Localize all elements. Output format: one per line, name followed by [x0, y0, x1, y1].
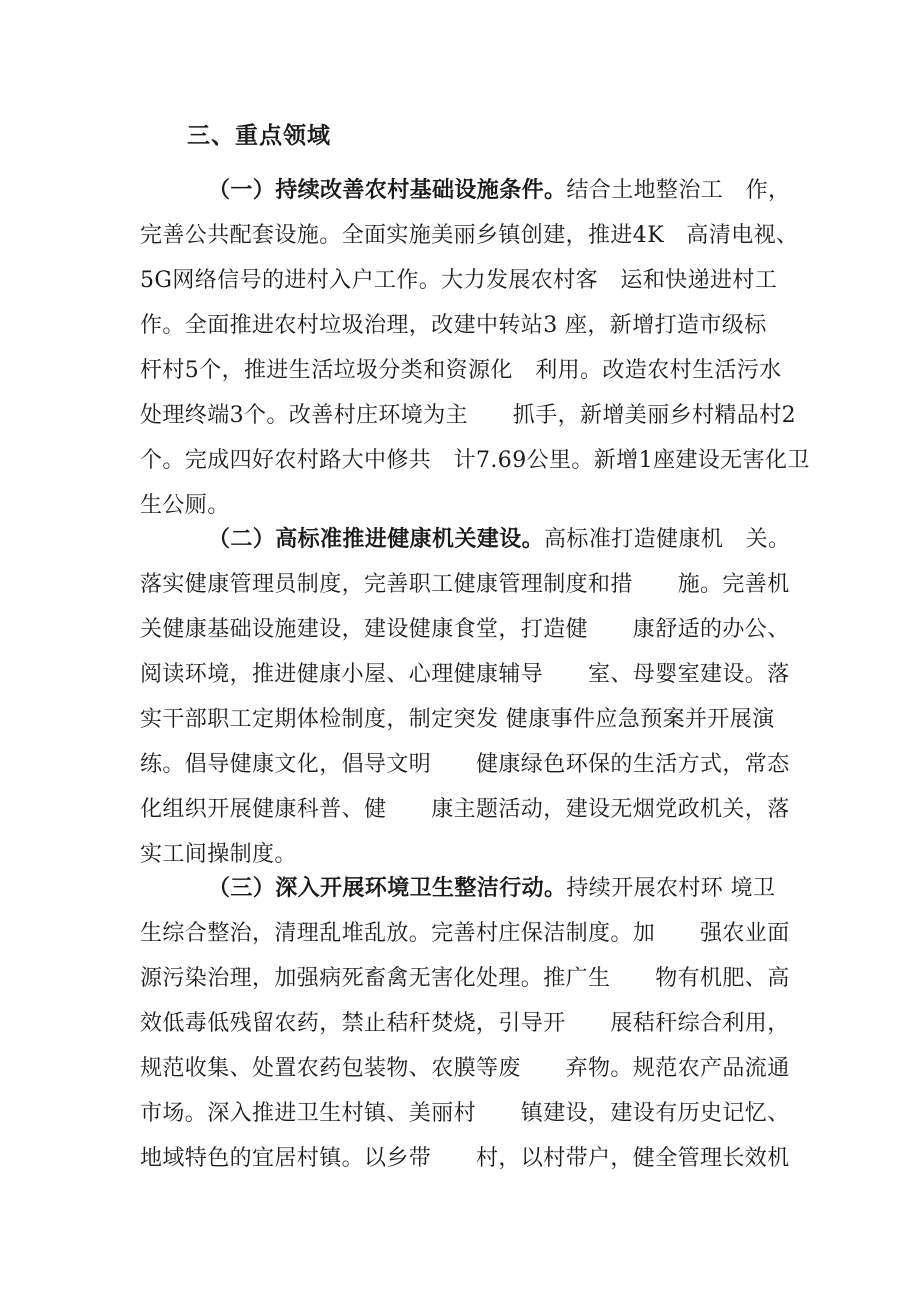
paragraph-text: 高标准打造健康机 关。	[544, 527, 791, 552]
paragraph-text: 持续开展农村环 境卫	[566, 876, 776, 901]
paragraph-rural-infrastructure	[140, 168, 810, 528]
paragraph-line: 实干部职工定期体检制度，制定突发 健康事件应急预案并开展演	[140, 707, 775, 732]
paragraph-line: 处理终端3个。改善村庄环境为主 抓手，新增美丽乡村精品村2	[140, 403, 796, 428]
section-heading: 三、重点领域	[187, 122, 331, 149]
paragraph-line: 效低毒低残留农药，禁止秸秆焚烧，引导开 展秸秆综合利用，	[140, 1011, 790, 1036]
paragraph-text: 结合土地整治工 作，	[566, 178, 791, 203]
paragraph-line: 杆村5个，推进生活垃圾分类和资源化 利用。改造农村生活污水	[140, 358, 782, 383]
paragraph-line: 作。全面推进农村垃圾治理，改建中转站3 座，新增打造市级标	[140, 313, 767, 338]
paragraph-line: 阅读环境，推进健康小屋、心理健康辅导 室、母婴室建设。落	[140, 662, 790, 687]
paragraph-healthy-agencies	[140, 517, 800, 877]
paragraph-line: 完善公共配套设施。全面实施美丽乡镇创建，推进4K 高清电视、	[140, 223, 799, 248]
paragraph-line: 生公厕。	[140, 493, 230, 518]
paragraph-line: 实工间操制度。	[140, 842, 297, 867]
paragraph-line: 地域特色的宜居村镇。以乡带 村，以村带户，健全管理长效机	[140, 1146, 790, 1171]
paragraph-line	[140, 517, 800, 562]
paragraph-environmental-sanitation	[140, 866, 800, 1181]
paragraph-line: 关健康基础设施建设，建设健康食堂，打造健 康舒适的办公、	[140, 617, 790, 642]
paragraph-line: 市场。深入推进卫生村镇、美丽村 镇建设，建设有历史记忆、	[140, 1101, 790, 1126]
paragraph-line: 5G网络信号的进村入户工作。大力发展农村客 运和快递进村工	[140, 268, 778, 293]
paragraph-line: 化组织开展健康科普、健 康主题活动，建设无烟党政机关，落	[140, 797, 790, 822]
paragraph-lead-title: （一）持续改善农村基础设施条件。	[208, 177, 567, 203]
paragraph-line	[140, 168, 800, 213]
paragraph-line: 规范收集、处置农药包装物、农膜等废 弃物。规范农产品流通	[140, 1056, 790, 1081]
paragraph-line: 生综合整治，清理乱堆乱放。完善村庄保洁制度。加 强农业面	[140, 921, 790, 946]
paragraph-lead-title: （二）高标准推进健康机关建设。	[208, 526, 545, 552]
paragraph-line: 源污染治理，加强病死畜禽无害化处理。推广生 物有机肥、高	[140, 966, 790, 991]
paragraph-line: 练。倡导健康文化，倡导文明 健康绿色环保的生活方式，常态	[140, 752, 790, 777]
paragraph-line	[140, 866, 800, 911]
paragraph-line: 个。完成四好农村路大中修共 计7.69公里。新增1座建设无害化卫	[140, 448, 810, 473]
paragraph-line: 落实健康管理员制度，完善职工健康管理制度和措 施。完善机	[140, 572, 790, 597]
paragraph-lead-title: （三）深入开展环境卫生整洁行动。	[208, 875, 567, 901]
